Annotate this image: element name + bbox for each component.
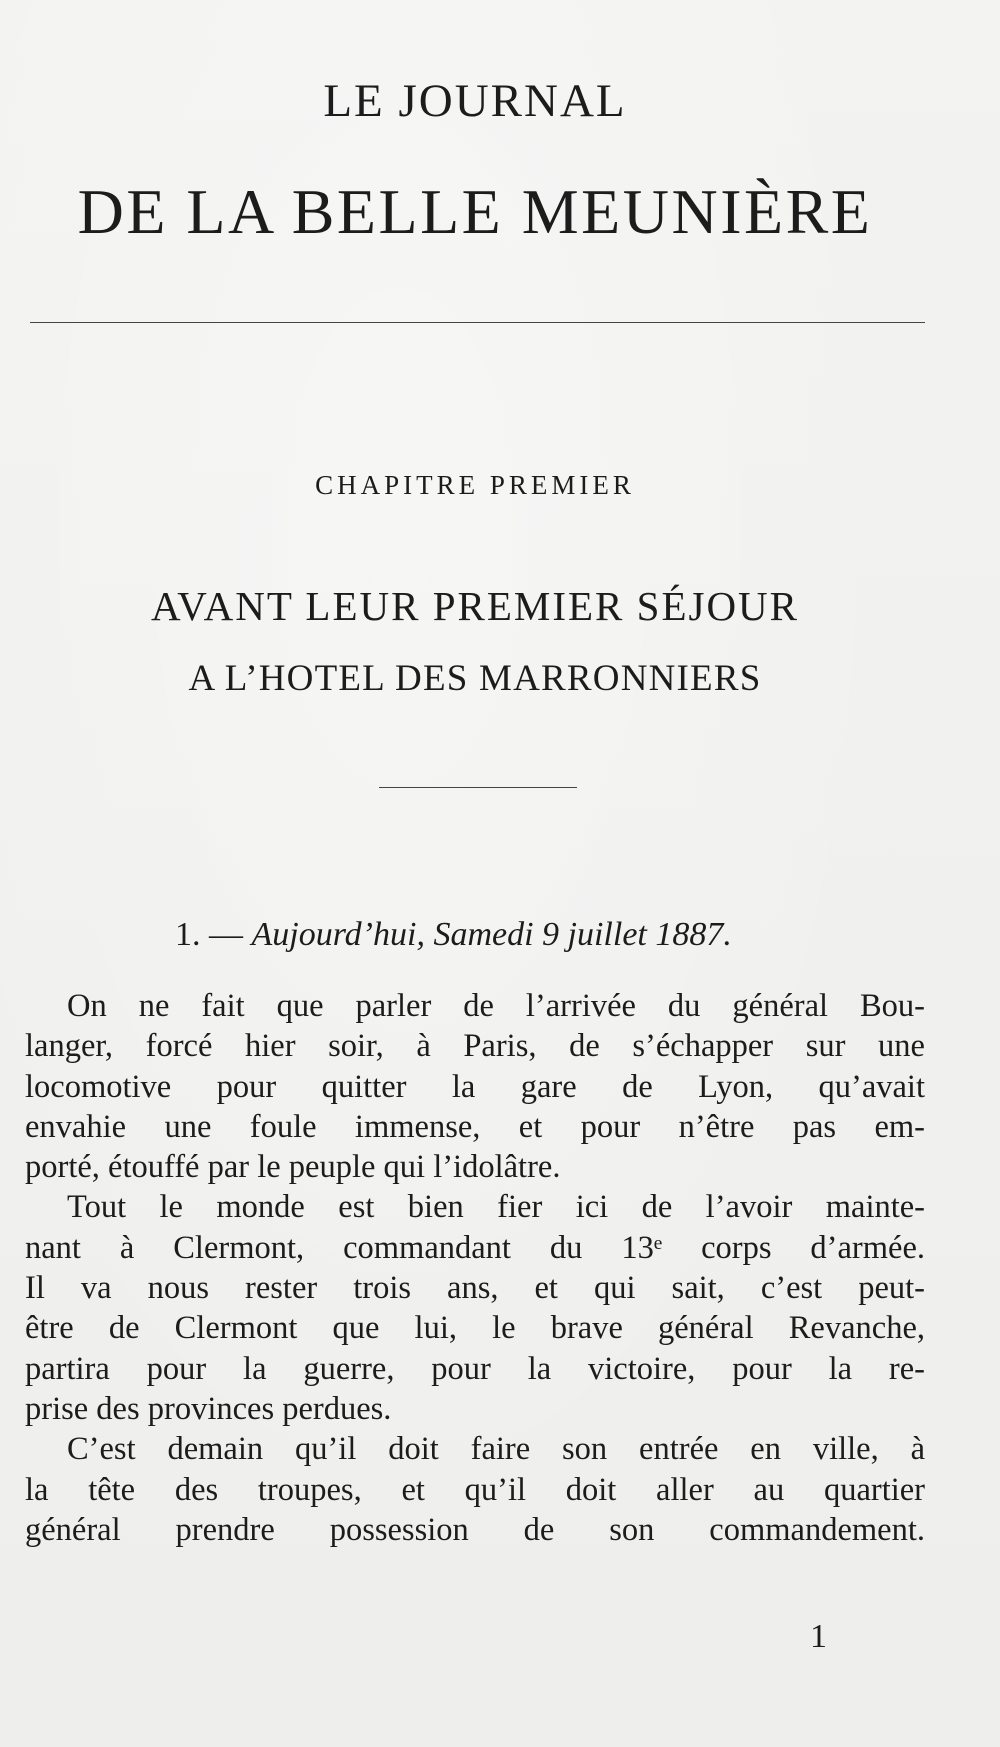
chapter-divider-rule — [379, 787, 577, 788]
text-line: Tout le monde est bien fier ici de l’avoir mainte- — [67, 1189, 925, 1226]
text-line: Il va nous rester trois ans, et qui sait, c’est peut- — [25, 1270, 925, 1307]
title-divider-rule — [30, 322, 925, 323]
text-line: nant à Clermont, commandant du 13ᵉ corps d’armée. — [25, 1229, 925, 1266]
entry-number: 1. — — [175, 916, 243, 953]
text-line: porté, étouffé par le peuple qui l’idolâtre. — [25, 1149, 561, 1186]
book-title-line-2: DE LA BELLE MEUNIÈRE — [77, 176, 873, 247]
text-line: C’est demain qu’il doit faire son entrée en ville, à — [67, 1431, 925, 1468]
body-text — [25, 986, 925, 1550]
text-line: On ne fait que parler de l’arrivée du général Bou- — [67, 988, 925, 1024]
text-line: langer, forcé hier soir, à Paris, de s’échapper sur une — [25, 1028, 925, 1065]
text-line: prise des provinces perdues. — [25, 1390, 392, 1427]
entry-date: Aujourd’hui, Samedi 9 juillet 1887. — [251, 916, 732, 953]
text-line: général prendre possession de son commandement. — [25, 1511, 925, 1548]
page-number: 1 — [810, 1618, 827, 1655]
book-title-line-1: LE JOURNAL — [323, 75, 627, 127]
text-line: envahie une foule immense, et pour n’être pas em- — [25, 1108, 925, 1145]
diary-entry-header — [175, 918, 925, 952]
text-line: être de Clermont que lui, le brave général Revanche, — [25, 1310, 925, 1347]
chapter-heading-line-2: A L’HOTEL DES MARRONNIERS — [188, 658, 762, 699]
text-line: partira pour la guerre, pour la victoire, pour la re- — [25, 1350, 925, 1387]
text-line: la tête des troupes, et qu’il doit aller au quartier — [25, 1471, 925, 1508]
chapter-heading-line-1: AVANT LEUR PREMIER SÉJOUR — [150, 583, 800, 629]
chapter-label: CHAPITRE PREMIER — [315, 470, 635, 500]
text-line: locomotive pour quitter la gare de Lyon, qu’avait — [25, 1068, 925, 1105]
